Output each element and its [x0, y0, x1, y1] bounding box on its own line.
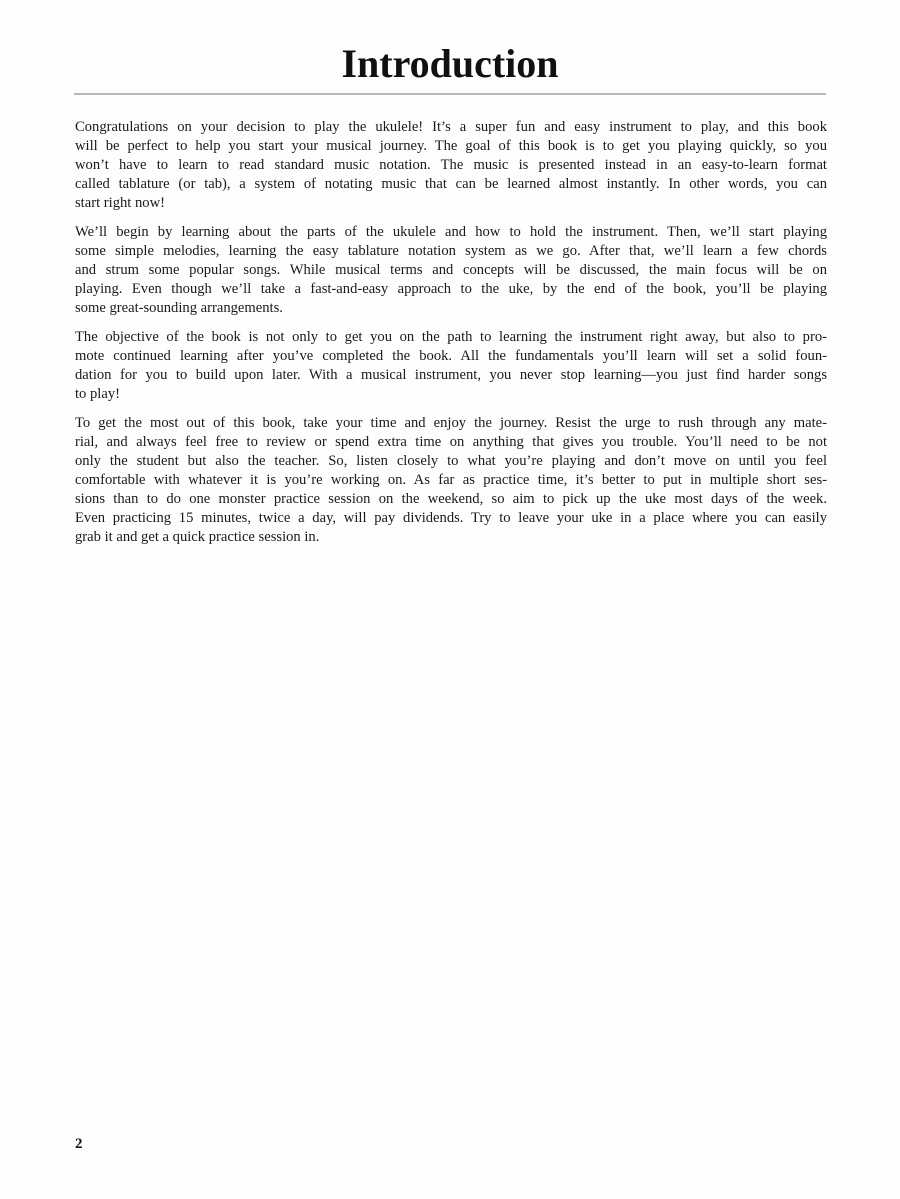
text-line: dation for you to build upon later. With a musical instrument, you never stop learning—you just find harder songs: [75, 367, 827, 383]
text-line: grab it and get a quick practice session in.: [75, 529, 320, 545]
text-line: will be perfect to help you start your musical journey. The goal of this book is to get you playing quickly, so you: [75, 138, 827, 154]
paragraph-2: [75, 223, 827, 318]
text-line: Even practicing 15 minutes, twice a day, will pay dividends. Try to leave your uke in a place where you can easily: [75, 510, 827, 526]
text-line: only the student but also the teacher. So, listen closely to what you’re playing and don’t move on until you feel: [75, 453, 827, 469]
title-divider: [74, 93, 826, 95]
text-line: some simple melodies, learning the easy tablature notation system as we go. After that, we’ll learn a few chords: [75, 243, 827, 259]
page-number: 2: [75, 1136, 83, 1152]
text-line: start right now!: [75, 195, 165, 211]
page-title: Introduction: [341, 41, 559, 86]
text-line: The objective of the book is not only to get you on the path to learning the instrument right away, but also to pro-: [75, 329, 827, 345]
text-line: comfortable with whatever it is you’re working on. As far as practice time, it’s better to put in multiple short ses-: [75, 472, 827, 488]
text-line: playing. Even though we’ll take a fast-and-easy approach to the uke, by the end of the book, you’ll be playing: [75, 281, 827, 297]
text-line: We’ll begin by learning about the parts of the ukulele and how to hold the instrument. Then, we’ll start playing: [75, 224, 827, 240]
text-line: some great-sounding arrangements.: [75, 300, 283, 316]
paragraph-3: [75, 328, 827, 404]
text-line: rial, and always feel free to review or spend extra time on anything that gives you trouble. You’ll need to be not: [75, 434, 827, 450]
body-text: [75, 118, 827, 557]
text-line: To get the most out of this book, take your time and enjoy the journey. Resist the urge to rush through any mate-: [75, 415, 827, 431]
paragraph-4: [75, 414, 827, 547]
text-line: Congratulations on your decision to play the ukulele! It’s a super fun and easy instrument to play, and this book: [75, 119, 827, 135]
text-line: sions than to do one monster practice session on the weekend, so aim to pick up the uke most days of the week.: [75, 491, 827, 507]
paragraph-1: [75, 118, 827, 213]
text-line: mote continued learning after you’ve completed the book. All the fundamentals you’ll learn will set a solid foun-: [75, 348, 827, 364]
text-line: and strum some popular songs. While musical terms and concepts will be discussed, the main focus will be on: [75, 262, 827, 278]
text-line: won’t have to learn to read standard music notation. The music is presented instead in an easy-to-learn format: [75, 157, 827, 173]
text-line: called tablature (or tab), a system of notating music that can be learned almost instantly. In other words, you can: [75, 176, 827, 192]
text-line: to play!: [75, 386, 120, 402]
